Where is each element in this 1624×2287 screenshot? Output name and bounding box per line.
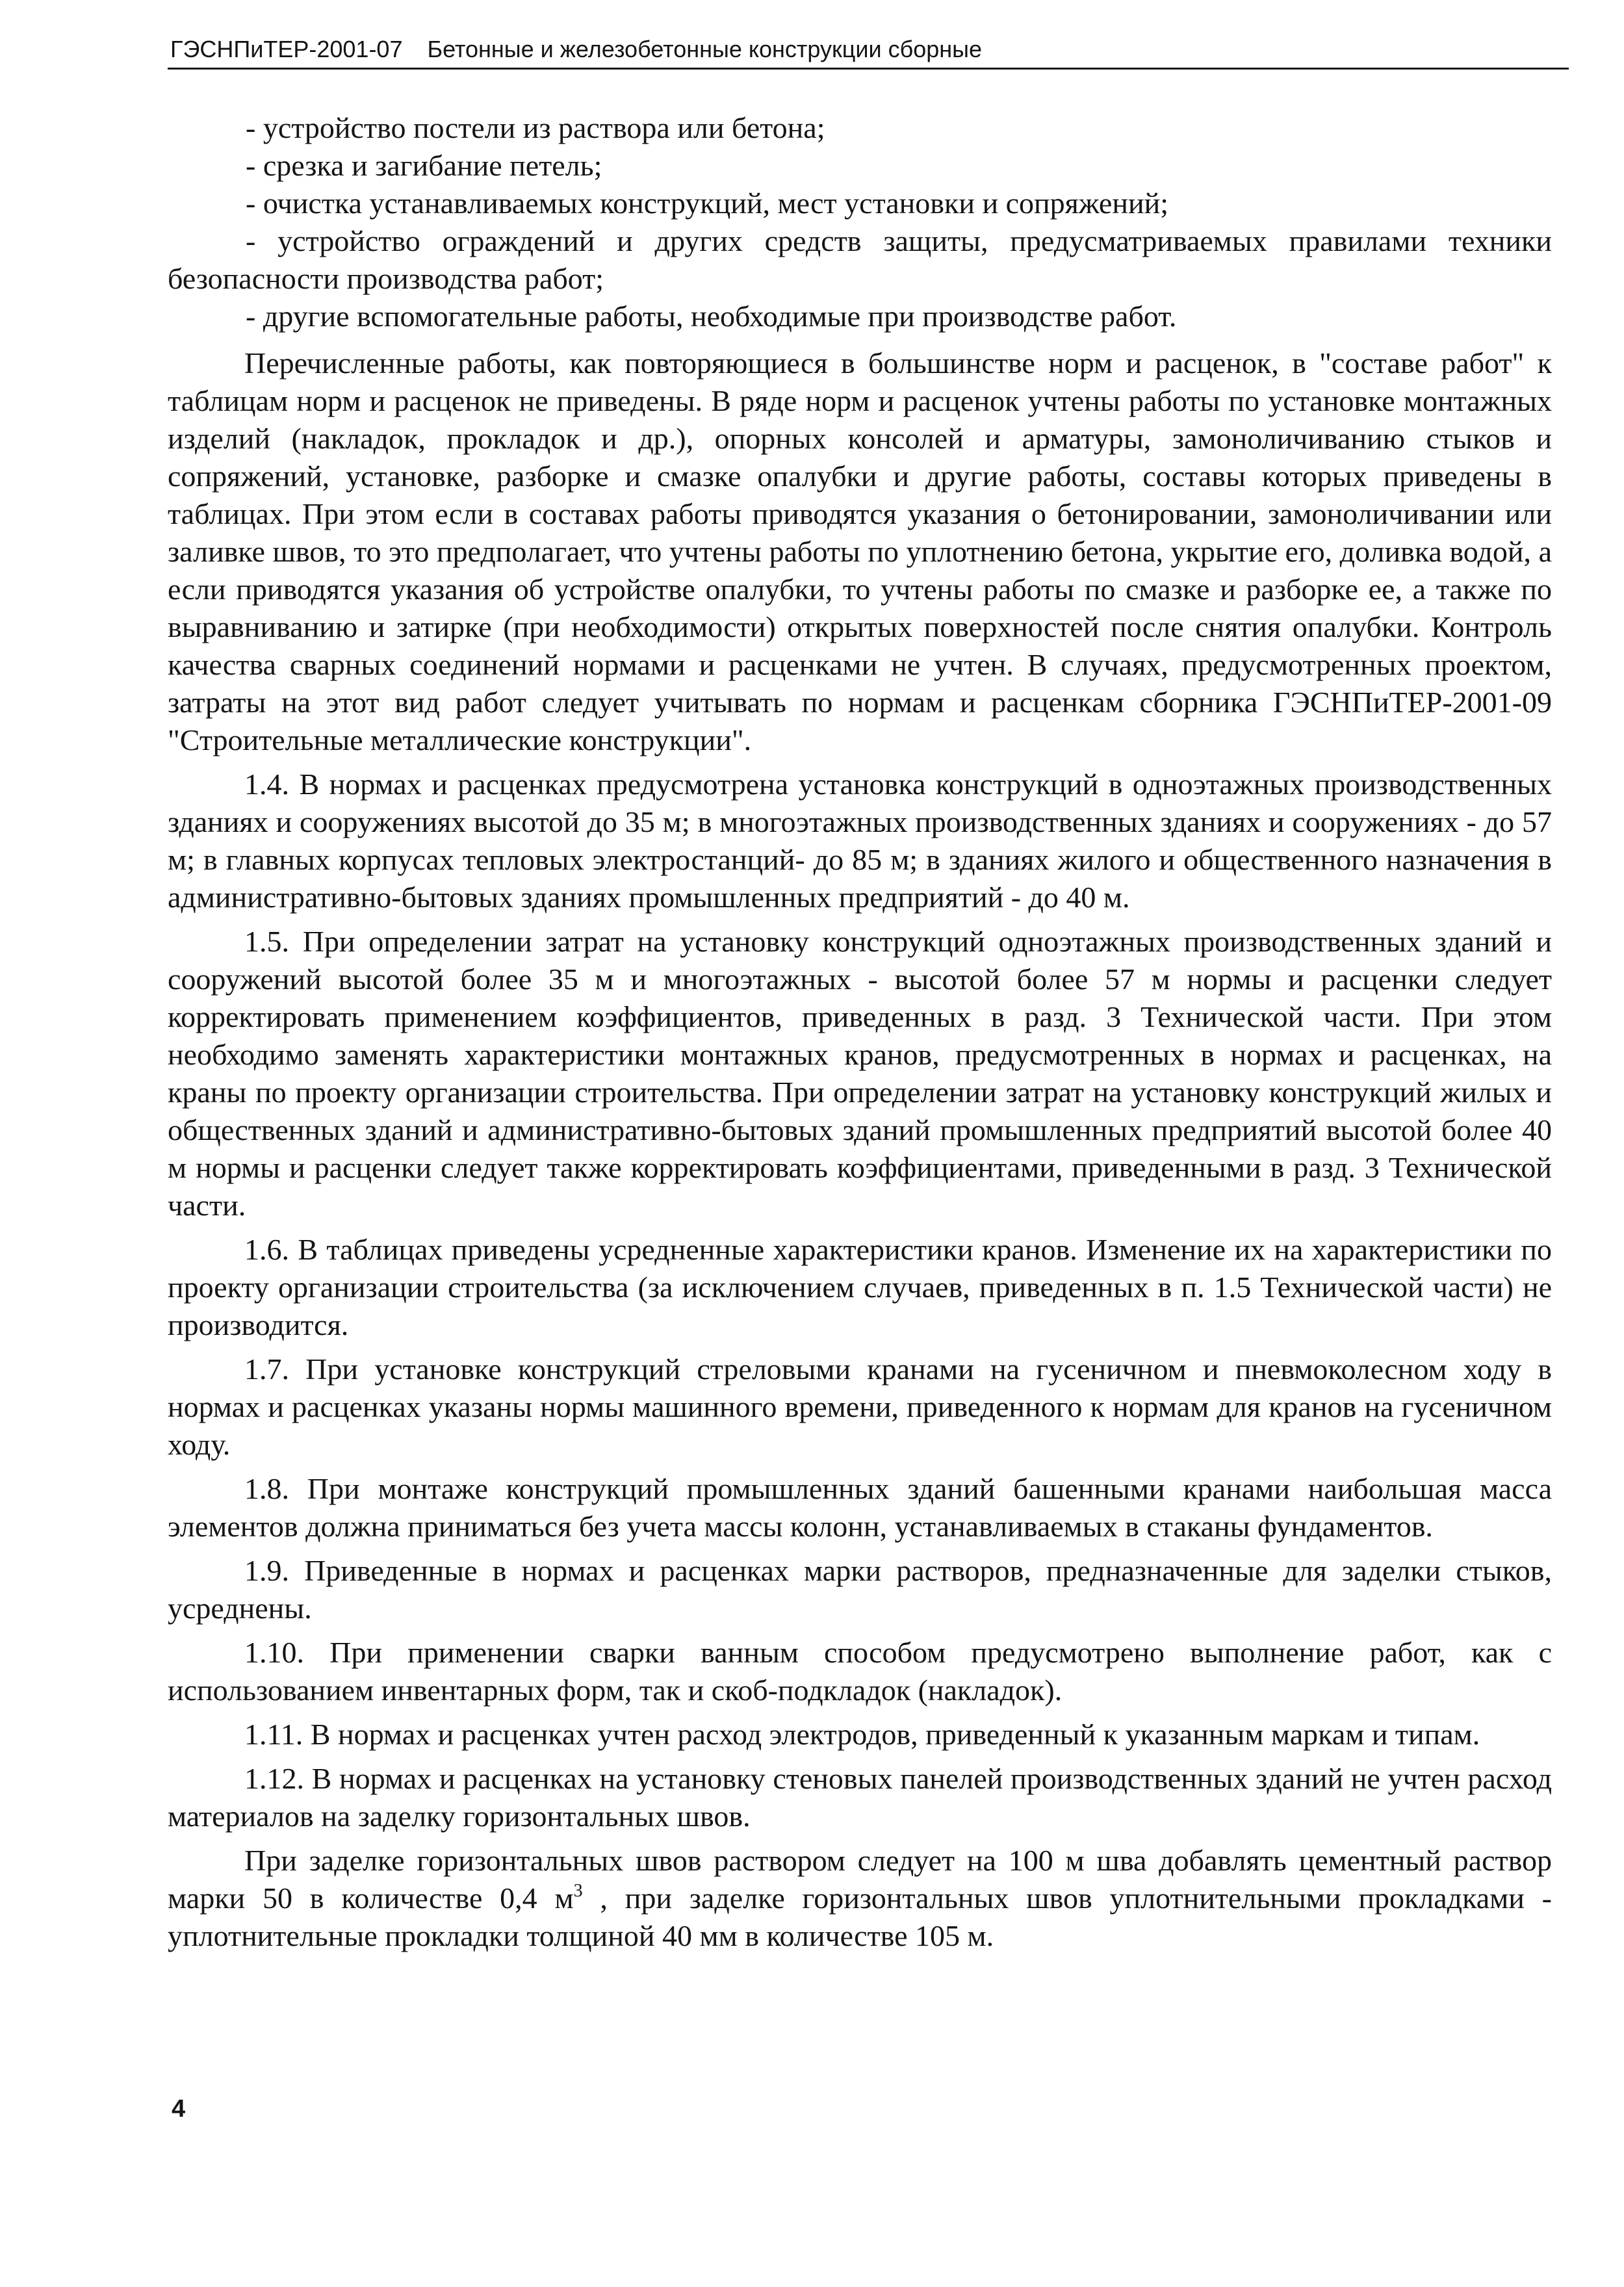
header-rule bbox=[168, 68, 1569, 70]
paragraph-1-12: 1.12. В нормах и расценках на установку стеновых панелей производственных зданий не учтен расход материалов на заделку горизонтальных швов. bbox=[168, 1762, 1552, 1833]
paragraph-1-5: 1.5. При определении затрат на установку конструкций одноэтажных производственных зданий и сооружений высотой более 35 м и многоэтажных - высотой более 57 м нормы и расценки следует корректировать применением коэффициентов, приведенных в разд. 3 Технической части. При этом необходимо заменять характеристики монтажных кранов, предусмотренных в нормах и расценках, на краны по проекту организации строительства. При определении затрат на установку конструкций жилых и общественных зданий и административно-бытовых зданий промышленных предприятий высотой более 40 м нормы и расценки следует также корректировать коэффициентами, приведенными в разд. 3 Технической части. bbox=[168, 925, 1552, 1222]
paragraph-1-10: 1.10. При применении сварки ванным способом предусмотрено выполнение работ, как с использованием инвентарных форм, так и скоб-подкладок (накладок). bbox=[168, 1636, 1552, 1707]
page-number: 4 bbox=[172, 2095, 186, 2123]
list-item: - срезка и загибание петель; bbox=[246, 149, 602, 182]
joint-filling-text-end: , при заделке горизонтальных швов уплотнительными прокладками - уплотнительные прокладки толщиной 40 мм в количестве 105 м. bbox=[168, 1881, 1552, 1952]
paragraph-1-7: 1.7. При установке конструкций стреловыми кранами на гусеничном и пневмоколесном ходу в нормах и расценках указаны нормы машинного времени, приведенного к нормам для кранов на гусеничном ходу. bbox=[168, 1352, 1552, 1461]
document-code: ГЭСНПиТЕР-2001-07 bbox=[170, 36, 403, 62]
paragraph-1-11: 1.11. В нормах и расценках учтен расход электродов, приведенный к указанным маркам и типам. bbox=[244, 1718, 1480, 1751]
paragraph-works-list: Перечисленные работы, как повторяющиеся в большинстве норм и расценок, в "составе работ" к таблицам норм и расценок не приведены. В ряде норм и расценок учтены работы по установке монтажных изделий (накладок, прокладок и др.), опорных консолей и арматуры, замоноличиванию стыков и сопряжений, установке, разборке и смазке опалубки и другие работы, составы которых приведены в таблицах. При этом если в составах работы приводятся указания о бетонировании, замоноличивании или заливке швов, то это предполагает, что учтены работы по уплотнению бетона, укрытие его, доливка водой, а если приводятся указания об устройстве опалубки, то учтены работы по смазке и разборке ее, а также по выравниванию и затирке (при необходимости) открытых поверхностей после снятия опалубки. Контроль качества сварных соединений нормами и расценками не учтен. В случаях, предусмотренных проектом, затраты на этот вид работ следует учитывать по нормам и расценкам сборника ГЭСНПиТЕР-2001-09 "Строительные металлические конструкции". bbox=[168, 346, 1552, 756]
running-header bbox=[170, 30, 1567, 69]
paragraph-1-8: 1.8. При монтаже конструкций промышленных зданий башенными кранами наибольшая масса элементов должна приниматься без учета массы колонн, устанавливаемых в стаканы фундаментов. bbox=[168, 1472, 1552, 1543]
paragraph-1-9: 1.9. Приведенные в нормах и расценках марки растворов, предназначенные для заделки стыков, усреднены. bbox=[168, 1554, 1552, 1625]
list-item: - другие вспомогательные работы, необходимые при производстве работ. bbox=[246, 300, 1177, 333]
paragraph-joint-filling bbox=[168, 1842, 1552, 1955]
paragraph-1-4: 1.4. В нормах и расценках предусмотрена установка конструкций в одноэтажных производственных зданиях и сооружениях высотой до 35 м; в многоэтажных производственных зданиях и сооружениях - до 57 м; в главных корпусах тепловых электростанций- до 85 м; в зданиях жилого и общественного назначения в административно-бытовых зданиях промышленных предприятий - до 40 м. bbox=[168, 768, 1552, 914]
list-item: - устройство ограждений и других средств защиты, предусматриваемых правилами техники безопасности производства работ; bbox=[168, 224, 1552, 295]
body-text bbox=[168, 109, 1552, 2059]
joint-filling-text: При заделке горизонтальных швов раствором следует на 100 м шва добавлять цементный раствор марки 50 в количестве 0,4 м bbox=[168, 1844, 1552, 1915]
superscript-cubic: 3 bbox=[573, 1881, 583, 1901]
paragraph-1-6: 1.6. В таблицах приведены усредненные характеристики кранов. Изменение их на характеристики по проекту организации строительства (за исключением случаев, приведенных в п. 1.5 Технической части) не производится. bbox=[168, 1233, 1552, 1341]
list-item: - устройство постели из раствора или бетона; bbox=[246, 111, 825, 144]
document-title: Бетонные и железобетонные конструкции сборные bbox=[427, 36, 983, 62]
list-item: - очистка устанавливаемых конструкций, мест установки и сопряжений; bbox=[246, 187, 1168, 220]
